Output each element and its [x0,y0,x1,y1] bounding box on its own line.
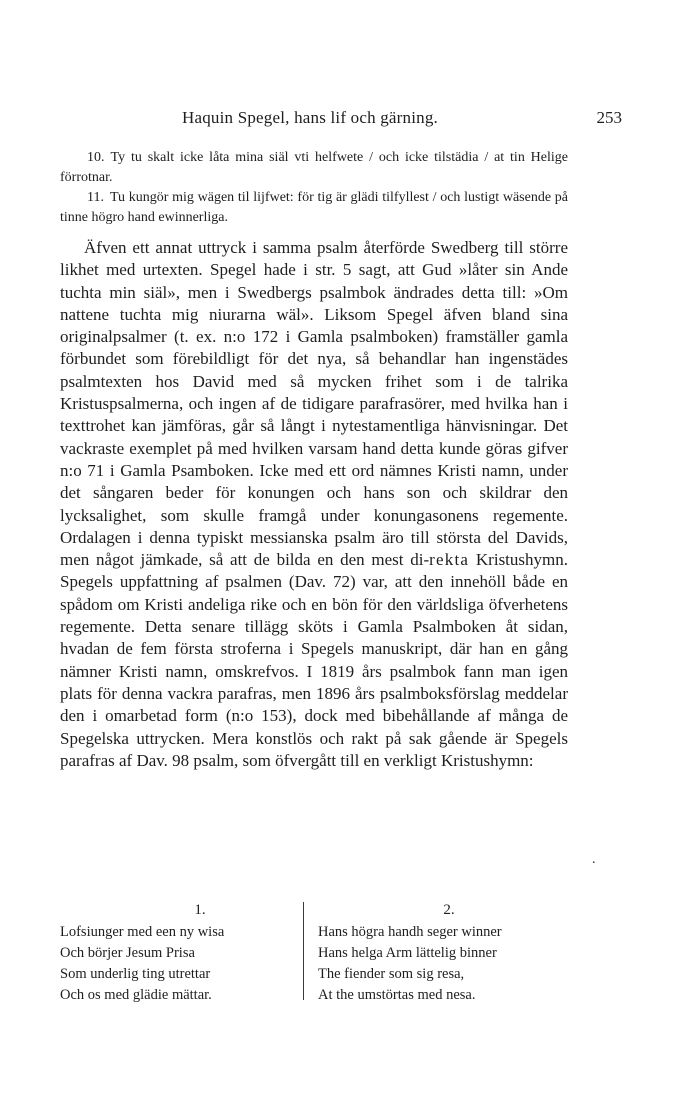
hymn-line: Och os med glädie mättar. [60,987,212,1003]
hymn-line: The fiender som sig resa, [318,966,465,982]
verse-text: Tu kungör mig wägen til lijfwet: för tig är glädi tilfyllest / och lustigt wäsende på tinne högro hand ewinnerliga. [60,190,568,225]
hymn-line: Hans högra handh seger winner [318,924,502,940]
body-text [60,237,568,772]
verse-10 [60,148,568,188]
stanza-number: 1. [194,902,206,918]
page-number: 253 [596,108,622,127]
emphasized-word: rekta [429,550,470,570]
quoted-verses [60,148,568,228]
column-divider [303,902,304,1000]
hymn-line: Lofsiunger med een ny wisa [60,924,225,940]
stanza-number: 2. [443,902,455,918]
hymn-line: Och börjer Jesum Prisa [60,945,195,961]
hymn-line: Hans helga Arm lättelig binner [318,945,497,961]
hymn-stanza-1 [60,900,300,1006]
verse-text: Ty tu skalt icke låta mina siäl vti helfwete / och icke tilstädia / at tin Helige förrotnar. [60,150,568,185]
running-head [60,108,630,130]
verse-number: 11. [87,190,104,205]
running-title: Haquin Spegel, hans lif och gärning. [182,108,439,127]
hymn-line: Som underlig ting utrettar [60,966,211,982]
hymn-excerpt [60,900,570,1010]
margin-mark: . [592,852,596,867]
body-paragraph [60,237,568,772]
hymn-stanza-2 [318,900,558,1006]
verse-number: 10. [87,150,105,165]
paragraph-text-part2: Kristushymn. Spegels uppfattning af psalmen (Dav. 72) var, att den innehöll både en spådom om Kristi andeliga rike och en bön för den världsliga öfverhetens regemente. Detta senare tillägg sköts i Gamla Psalmboken åt sidan, hvadan de fem första stroferna i Spegels manuskript, där han en gång nämner Kristi namn, omskrefvos. I 1819 års psalmbok fann man igen plats för denna vackra parafras, men 1896 års psalmboksförslag meddelar den i omarbetad form (n:o 153), dock med bibehållande af många de Spegelska uttrycken. Mera konstlös och rakt på sak gående är Spegels parafras af Dav. 98 psalm, som öfvergått till en verkligt Kristushymn: [60,550,568,770]
hymn-line: At the umstörtas med nesa. [318,987,476,1003]
paragraph-text-part1: Äfven ett annat uttryck i samma psalm återförde Swedberg till större likhet med urtexten. Spegel hade i str. 5 sagt, att Gud »låter sin Ande tuchta min siäl», men i Swedbergs psalmbok ändrades detta till: »Om nattene tuchta mig niurarna wäl». Liksom Spegel äfven bland sina originalpsalmer (t. ex. n:o 172 i Gamla psalmboken) framställer gamla förbundet som förebildligt för det nya, så behandlar han ingenstädes psalmtexten hos David med så mycken frihet som i de talrika Kristuspsalmerna, och ingen af de tidigare parafrasörer, med hvilka han i texttrohet kan jämföras, går så långt i nytestamentliga hänvisningar. Det vackraste exemplet på med hvilken varsam hand detta kunde göras gifver n:o 71 i Gamla Psamboken. Icke med ett ord nämnes Kristi namn, under det sångaren beder för konungen och hans son och skildrar den lycksalighet, som skulle framgå under konungasonens regemente. Ordalagen i denna typiskt messianska psalm äro till största del Davids, men något jämkade, så att de bilda en den mest di- [60,238,568,570]
verse-11 [60,188,568,228]
